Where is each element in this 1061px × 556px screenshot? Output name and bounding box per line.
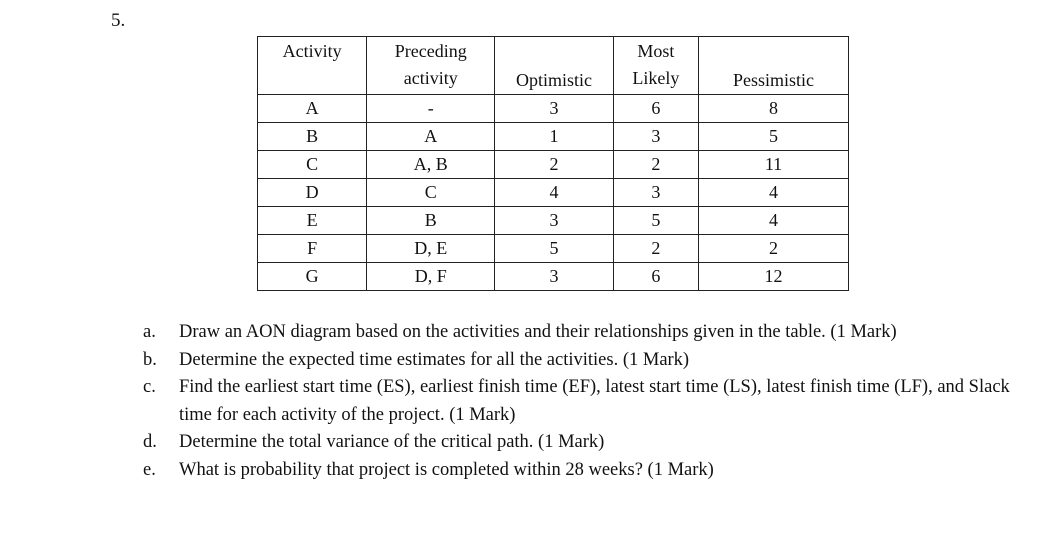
table-row [258,263,849,291]
cell-preceding: B [367,207,495,235]
table-row [258,123,849,151]
table-row [258,179,849,207]
cell-preceding: D, F [367,263,495,291]
cell-most-likely: 3 [613,123,698,151]
cell-optimistic: 3 [495,263,613,291]
table-body [258,95,849,291]
cell-preceding: A [367,123,495,151]
question-label: e. [143,459,156,480]
header-most-likely: Most Likely [613,37,698,95]
cell-most-likely: 6 [613,95,698,123]
header-pessimistic: Pessimistic [699,37,849,95]
table-row [258,207,849,235]
question-text: What is probability that project is completed within 28 weeks? (1 Mark) [179,459,714,480]
cell-activity: A [258,95,367,123]
cell-most-likely: 6 [613,263,698,291]
table-row [258,235,849,263]
cell-preceding: - [367,95,495,123]
question-number: 5. [111,10,126,31]
cell-most-likely: 2 [613,235,698,263]
cell-optimistic: 2 [495,151,613,179]
cell-optimistic: 3 [495,95,613,123]
cell-activity: F [258,235,367,263]
question-text: Determine the expected time estimates for all the activities. (1 Mark) [179,349,690,370]
cell-most-likely: 3 [613,179,698,207]
cell-preceding: A, B [367,151,495,179]
question-text: Determine the total variance of the critical path. (1 Mark) [179,432,605,452]
cell-preceding: D, E [367,235,495,263]
question-text: Draw an AON diagram based on the activities and their relationships given in the table. (1 Mark) [179,322,897,342]
question-b [143,347,1043,375]
cell-pessimistic: 2 [699,235,849,263]
cell-optimistic: 5 [495,235,613,263]
activity-table [257,36,849,291]
header-activity: Activity [258,37,367,95]
cell-most-likely: 5 [613,207,698,235]
question-text: Find the earliest start time (ES), earliest finish time (EF), latest start time (LS), latest finish time (LF), and Slack time for each activity of the project. (1 Mark) [179,377,1010,425]
cell-pessimistic: 4 [699,179,849,207]
cell-pessimistic: 12 [699,263,849,291]
cell-pessimistic: 8 [699,95,849,123]
question-label: c. [143,377,156,397]
question-list [143,319,1043,484]
cell-activity: B [258,123,367,151]
cell-activity: C [258,151,367,179]
table-row [258,151,849,179]
cell-activity: D [258,179,367,207]
table-row [258,95,849,123]
question-e [143,457,1043,485]
cell-preceding: C [367,179,495,207]
cell-optimistic: 3 [495,207,613,235]
cell-pessimistic: 4 [699,207,849,235]
header-optimistic: Optimistic [495,37,613,95]
question-label: a. [143,322,156,342]
question-c [143,374,1043,429]
cell-optimistic: 1 [495,123,613,151]
cell-pessimistic: 11 [699,151,849,179]
cell-activity: E [258,207,367,235]
question-a [143,319,1043,347]
cell-most-likely: 2 [613,151,698,179]
cell-pessimistic: 5 [699,123,849,151]
cell-activity: G [258,263,367,291]
header-preceding-activity: Preceding activity [367,37,495,95]
table-header-row [258,37,849,95]
question-d [143,429,1043,457]
cell-optimistic: 4 [495,179,613,207]
question-label: b. [143,349,157,370]
question-label: d. [143,432,157,452]
